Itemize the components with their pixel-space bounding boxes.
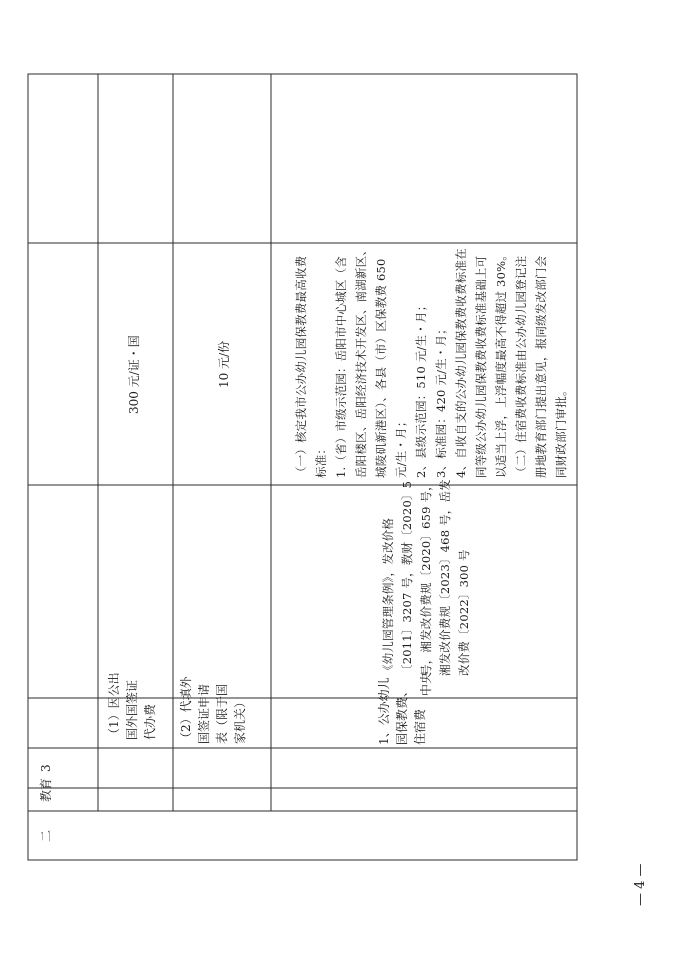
row-kg-item-line-3: 住宿费: [413, 708, 427, 745]
row-kg-basis-line-5: 改价费〔2022〕300 号: [457, 549, 471, 676]
row-kg-standard-line-7: 2、县级示范园：510 元/生・月；: [414, 299, 428, 478]
page-number: — 4 —: [633, 863, 648, 906]
row-visa-item-line-3: 代办费: [143, 703, 157, 740]
row-form-item-line-3: 表（限于国: [215, 683, 229, 744]
row-kg-standard-line-10: 同等级公办幼儿园保教费收费标准基础上可: [474, 255, 488, 478]
row-kg-basis-line-3: 号，湘发改价费规〔2020〕659 号，: [419, 479, 433, 676]
row-visa-item-line-1: （1）因公出: [107, 672, 121, 740]
row-kg-standard-line-13: 册地教育部门提出意见，报同级发改部门会: [534, 255, 548, 478]
row-form-standard: 10 元/份: [217, 340, 231, 388]
row-visa-standard: 300 元/证・国: [127, 335, 141, 414]
row-kg-basis-line-4: 湘发改价费规〔2023〕468 号，岳发: [438, 479, 452, 676]
row-number: 3: [39, 764, 53, 772]
row-visa-item-line-2: 国外国签证: [125, 679, 139, 740]
section-number: 二: [39, 829, 53, 842]
row-kg-item-line-1: 1、公办幼儿: [377, 677, 391, 745]
row-kg-standard-line-8: 3、标准园：420 元/生・月；: [434, 323, 448, 478]
category-label: 教育: [39, 777, 53, 802]
row-kg-basis-line-2: 〔2011〕3207 号，教财〔2020〕5: [400, 480, 414, 676]
row-kg-standard-line-4: 岳阳楼区、岳阳经济技术开发区、南湖新区、: [354, 244, 368, 478]
row-kg-standard-line-9: 4、自收自支的公办幼儿园保教费收费标准在: [454, 248, 468, 478]
row-kg-standard-line-12: （二）住宿费收费标准由公办幼儿园登记注: [514, 255, 528, 478]
row-form-item-line-1: （2）代填外: [179, 676, 193, 744]
row-kg-authority: 中央: [419, 671, 433, 696]
row-form-item-line-2: 国签证申请: [197, 683, 211, 744]
row-kg-standard-line-11: 以适当上浮，上浮幅度最高不得超过 30%。: [494, 249, 508, 478]
row-kg-item-line-2: 园保教费、: [395, 684, 409, 745]
row-kg-standard-line-2: 标准：: [314, 442, 328, 478]
row-form-item-line-4: 家机关）: [233, 695, 247, 744]
row-kg-standard-line-6: 元/生・月；: [394, 415, 408, 478]
row-kg-standard-line-5: 城陵矶新港区）、各县（市）区保教费 650: [374, 258, 388, 478]
row-kg-standard-line-3: 1.（省）市级示范园：岳阳市中心城区（含: [334, 256, 348, 478]
row-kg-standard-line-14: 同财政部门审批。: [554, 384, 568, 478]
row-kg-basis-line-1: 《幼儿园管理条例》，发改价格: [381, 517, 395, 676]
row-kg-standard-line-1: （一）核定我市公办幼儿园保教费最高收费: [294, 255, 308, 478]
